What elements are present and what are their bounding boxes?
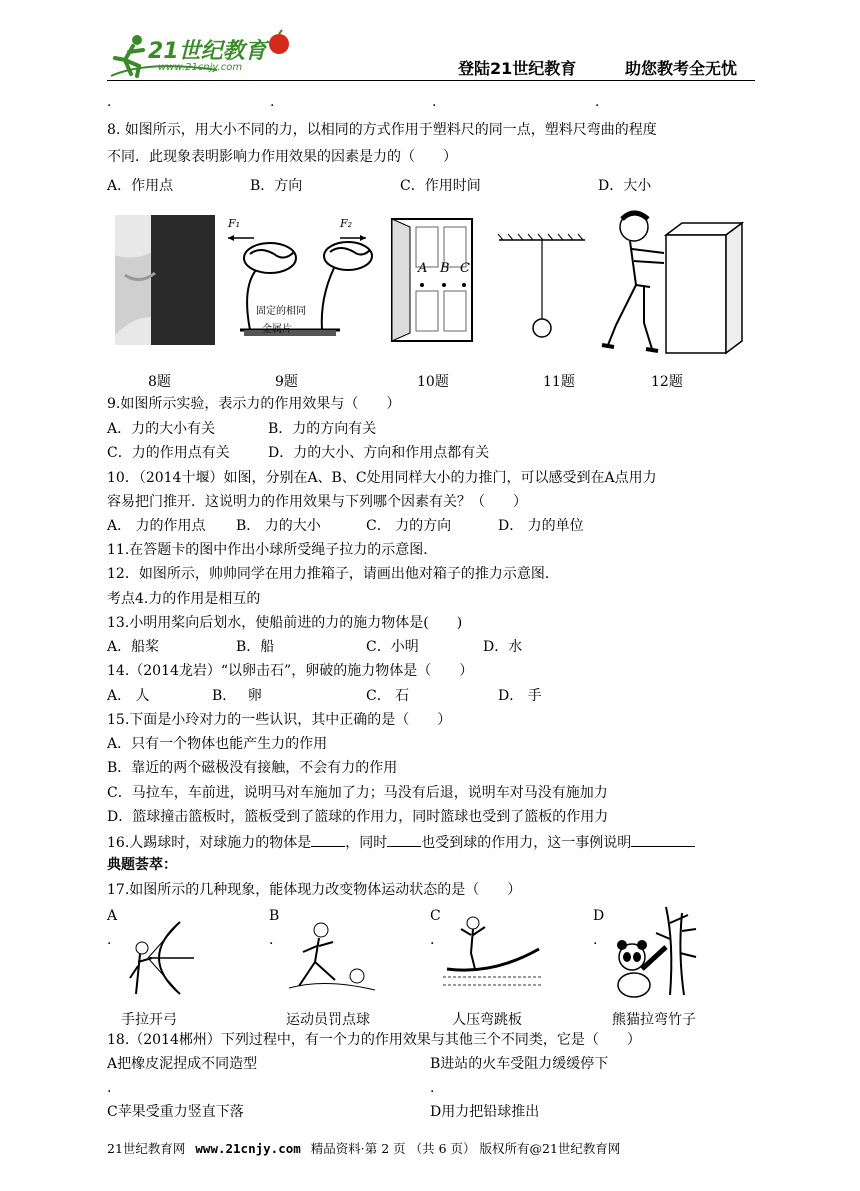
q10-line1: 10．（2014十堰）如图，分别在A、B、C处用同样大小的力推门，可以感受到在A点用力 [107,470,657,486]
figure-12-boy-pushing-box [596,205,746,355]
q17-caption-a: 手拉开弓 [121,1012,177,1028]
logo-text: 21世纪教育 [148,39,267,64]
q17-figure-a-bow [118,918,198,998]
figure-9-label-fixed: 固定的相同 [256,306,306,317]
q17-figure-d-panda-bamboo [608,903,703,998]
dot: . [107,1080,112,1096]
q9-stem: 9.如图所示实验，表示力的作用效果与（ ） [107,396,401,412]
dot: . [107,932,112,948]
figure-11-pendulum [495,232,590,347]
q8-option-c: C．作用时间 [400,178,481,194]
q17-figure-b-penalty-kick [285,918,380,998]
q18-option-c: C苹果受重力竖直下落 [107,1104,244,1120]
q14-option-a: A． 人 [107,688,150,704]
q18-option-b: B进站的火车受阻力缓缓停下 [430,1056,609,1072]
q9-option-a: A．力的大小有关 [107,421,216,437]
q9-option-c: C．力的作用点有关 [107,445,230,461]
figure-9-label-metal: 金属片 [262,324,292,335]
q13-option-c: C．小明 [366,639,419,655]
q8-option-d: D．大小 [598,178,652,194]
figure-caption-8: 8题 [148,374,171,390]
q9-option-d: D．力的大小、方向和作用点都有关 [268,445,490,461]
q16-blank-1[interactable] [311,832,345,847]
q15-stem: 15.下面是小玲对力的一些认识，其中正确的是（ ） [107,712,452,728]
q16-part3: 也受到球的作用力，这一事例说明 [421,835,632,851]
q17-letter-c: C [430,908,441,924]
footer-site-link[interactable]: www.21cnjy.com [195,1141,301,1156]
dot: . [430,1080,435,1096]
figure-10-door [388,215,478,345]
q17-caption-c: 人压弯跳板 [452,1012,522,1028]
logo-url: www.21cnjy.com [158,62,243,73]
q10-line2: 容易把门推开．这说明力的作用效果与下列哪个因素有关？（ ） [107,494,527,510]
q15-option-b: B．靠近的两个磁极没有接触，不会有力的作用 [107,760,398,776]
footer-left: 21世纪教育网 [107,1141,186,1156]
q17-caption-b: 运动员罚点球 [286,1012,370,1028]
figure-caption-11: 11题 [543,374,575,390]
q18-option-a: A把橡皮泥捏成不同造型 [107,1056,258,1072]
q15-option-a: A．只有一个物体也能产生力的作用 [107,736,328,752]
q18-option-d: D用力把铅球推出 [430,1104,540,1120]
q15-option-d: D．篮球撞击篮板时，篮板受到了篮球的作用力，同时篮球也受到了篮板的作用力 [107,809,609,825]
q10-option-d: D． 力的单位 [498,518,584,534]
dot: . [593,932,598,948]
q14-option-b: B． 卵 [212,688,262,704]
q13-option-b: B．船 [236,639,275,655]
q8-option-b: B．方向 [250,178,303,194]
figure-10-point-a: A [418,261,428,276]
dot: . [595,94,600,110]
figure-9-metal-strips [220,218,380,343]
q15-option-c: C．马拉车，车前进，说明马对车施加了力；马没有后退，说明车对马没有施加力 [107,785,608,801]
q16-blank-2[interactable] [387,832,421,847]
q14-option-c: C． 石 [366,688,410,704]
figure-8-ruler-photo [115,215,215,345]
q17-letter-d: D [593,908,605,924]
q10-option-c: C． 力的方向 [366,518,452,534]
header-divider [107,80,755,81]
q16-line [107,832,695,853]
q10-option-a: A． 力的作用点 [107,518,206,534]
figure-10-point-b: B [440,261,450,276]
q17-caption-d: 熊猫拉弯竹子 [612,1012,696,1028]
q14-stem: 14.（2014龙岩）“以卵击石”，卵破的施力物体是（ ） [107,663,474,679]
q12-text: 12．如图所示，帅帅同学在用力推箱子，请画出他对箱子的推力示意图． [107,566,559,582]
q10-option-b: B． 力的大小 [236,518,321,534]
q8-line1: 8. 如图所示，用大小不同的力，以相同的方式作用于塑料尺的同一点，塑料尺弯曲的程度 [107,122,657,138]
dot: . [430,932,435,948]
header-slogan-right: 助您教考全无忧 [625,59,738,78]
q17-figure-c-diving-board [443,913,543,993]
q16-part1: 16.人踢球时，对球施力的物体是 [107,835,312,851]
figure-10-point-c: C [460,261,470,276]
q14-option-d: D． 手 [498,688,542,704]
dot: . [269,932,274,948]
q16-part2: ，同时 [345,835,388,851]
q13-stem: 13.小明用桨向后划水，使船前进的力的施力物体是( ) [107,615,463,631]
footer-right: 精品资料·第 2 页 （共 6 页） 版权所有@21世纪教育网 [310,1141,621,1156]
q18-stem: 18.（2014郴州）下列过程中，有一个力的作用效果与其他三个不同类，它是（ ） [107,1032,641,1048]
header-slogan-left: 登陆21世纪教育 [458,59,577,78]
footer [107,1139,620,1157]
q8-option-a: A．作用点 [107,178,174,194]
figure-caption-12: 12题 [651,374,683,390]
q13-option-a: A．船桨 [107,639,160,655]
q16-blank-3[interactable] [631,832,695,847]
q17-letter-b: B [269,908,280,924]
figure-9-force-1: F₁ [228,217,241,230]
q17-letter-a: A [107,908,118,924]
dot: . [270,94,275,110]
q13-option-d: D．水 [483,639,523,655]
q8-line2: 不同．此现象表明影响力作用效果的因素是力的（ ） [107,149,457,165]
figure-caption-9: 9题 [275,374,298,390]
figure-9-force-2: F₂ [340,217,353,230]
section-typical-heading: 典题荟萃： [107,857,177,873]
q17-stem: 17.如图所示的几种现象，能体现力改变物体运动状态的是（ ） [107,882,522,898]
figure-caption-10: 10题 [417,374,449,390]
dot: . [432,94,437,110]
q11-text: 11.在答题卡的图中作出小球所受绳子拉力的示意图． [107,542,438,558]
q9-option-b: B．力的方向有关 [268,421,377,437]
dot: . [107,94,112,110]
section-4-heading: 考点4.力的作用是相互的 [107,591,261,607]
